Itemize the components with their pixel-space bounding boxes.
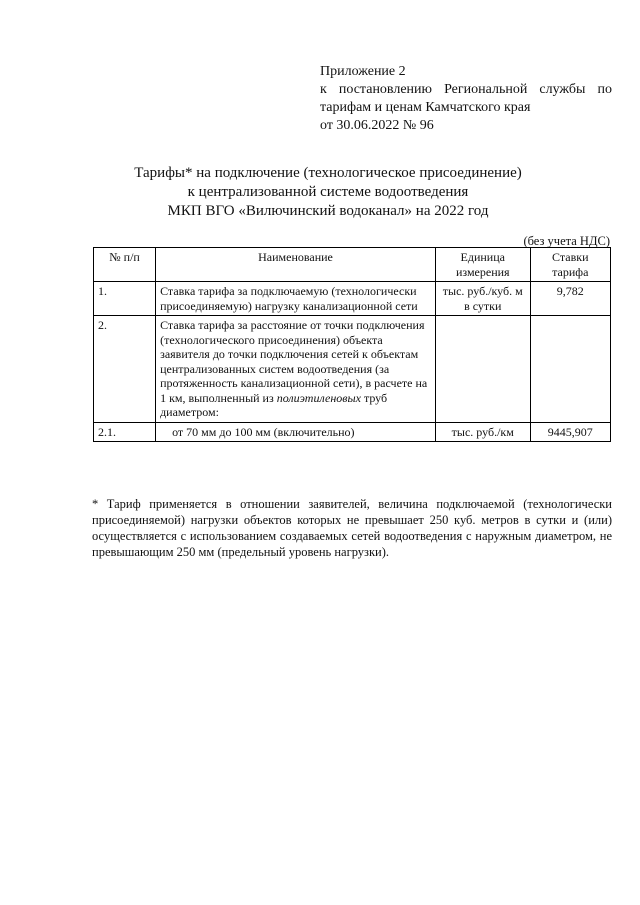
row-num: 1. xyxy=(94,282,156,316)
header-unit: Единица измерения xyxy=(435,248,530,282)
title-line-2: к централизованной системе водоотведения xyxy=(187,184,469,200)
table-row xyxy=(94,422,611,442)
header-name: Наименование xyxy=(156,248,436,282)
appendix-agency-line: тарифам и ценам Камчатского края xyxy=(320,100,531,115)
header-num: № п/п xyxy=(94,248,156,282)
row-name-tail: труб диаметром: xyxy=(160,390,388,419)
row-rate: 9445,907 xyxy=(530,422,610,442)
row-name-main: Ставка тарифа за расстояние от точки подключения (технологического присоединения) объекта заявителя до точки подключения сетей к объектам централизованных систем водоотведения (за протяженность канализационной сети), в расчете на 1 км, выполненный из xyxy=(160,318,428,405)
row-unit: тыс. руб./куб. м в сутки xyxy=(435,282,530,316)
appendix-date: от 30.06.2022 № 96 xyxy=(320,118,434,133)
table-row xyxy=(94,282,611,316)
footnote: * Тариф применяется в отношении заявителей, величина подключаемой (технологически присоединяемой) нагрузки объектов которых не превышает 250 куб. метров в сутки и (или) осуществляется с использованием создаваемых сетей водоотведения с наружным диаметром, не превышающим 250 мм (предельный уровень нагрузки). xyxy=(92,497,612,559)
row-num: 2. xyxy=(94,316,156,423)
appendix-resolution-line: к постановлению Региональной службы по xyxy=(320,82,612,97)
row-rate xyxy=(530,316,610,423)
vat-note: (без учета НДС) xyxy=(523,234,610,248)
row-rate: 9,782 xyxy=(530,282,610,316)
row-name xyxy=(156,316,436,423)
tariff-table xyxy=(93,247,611,442)
row-name: Ставка тарифа за подключаемую (технологически присоединяемую) нагрузку канализационной сети xyxy=(156,282,436,316)
row-unit: тыс. руб./км xyxy=(435,422,530,442)
row-name-italic: полиэтиленовых xyxy=(276,390,361,405)
appendix-header xyxy=(320,63,612,135)
table-header-row xyxy=(94,248,611,282)
appendix-number: Приложение 2 xyxy=(320,64,406,79)
document-title xyxy=(80,164,576,221)
title-line-1: Тарифы* на подключение (технологическое присоединение) xyxy=(134,165,522,181)
row-num: 2.1. xyxy=(94,422,156,442)
row-name: от 70 мм до 100 мм (включительно) xyxy=(156,422,436,442)
header-rate: Ставки тарифа xyxy=(530,248,610,282)
row-unit xyxy=(435,316,530,423)
table-row xyxy=(94,316,611,423)
title-line-3: МКП ВГО «Вилючинский водоканал» на 2022 год xyxy=(167,203,489,219)
